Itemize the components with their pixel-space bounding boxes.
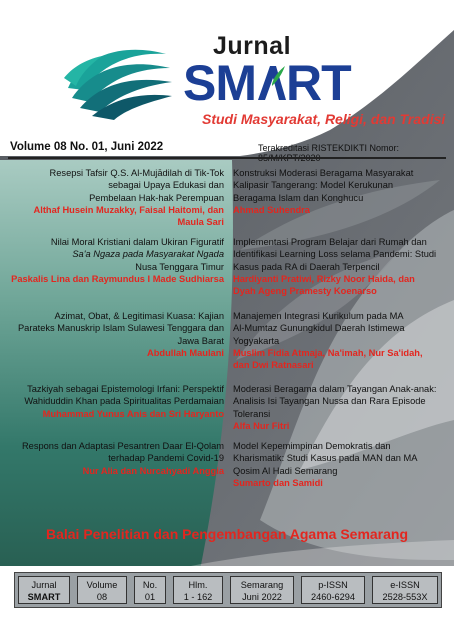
footer-value: Juni 2022: [242, 592, 282, 602]
footer-value: 1 - 162: [183, 592, 213, 602]
article-right-5: [233, 440, 449, 489]
article-title-line: Kharismatik: Studi Kasus pada MAN dan MA: [233, 453, 418, 464]
accreditation-info: Terakreditasi RISTEKDIKTI Nomor:: [258, 143, 400, 153]
article-authors: Abdullah Maulani: [147, 347, 224, 358]
article-title-line: Kalipasir Tangerang: Model Kerukunan: [233, 180, 394, 191]
article-title-line: Model Kepemimpinan Demokratis dan: [233, 441, 391, 451]
quill-a-icon: [256, 62, 286, 102]
article-title-line: Nilai Moral Kristiani dalam Ukiran Figuratif: [50, 237, 224, 247]
publisher-name: Balai Penelitian dan Pengembangan Agama Semarang: [45, 526, 409, 542]
article-authors: Paskalis Lina dan Raymundus I Made Sudhiarsa: [11, 273, 224, 284]
article-left-2: [10, 236, 224, 285]
footer-value: SMART: [27, 592, 61, 602]
footer-volume-box: [77, 576, 127, 604]
article-left-1: [10, 167, 224, 228]
footer-value: 01: [144, 592, 156, 602]
article-left-4: [10, 383, 224, 420]
article-authors: Dyah Ageng Pramesty Koenarso: [233, 286, 377, 297]
footer-label: e-ISSN: [390, 580, 420, 590]
journal-name-part: SM: [183, 55, 256, 111]
footer-value: 2528-553X: [382, 592, 428, 602]
article-authors: Sumarto dan Samidi: [233, 477, 323, 488]
footer-pages-box: [173, 576, 223, 604]
article-title-line: Resepsi Tafsir Q.S. Al-Mujādilah di Tik-Tok: [49, 168, 224, 178]
article-title-line: Yogyakarta: [233, 335, 280, 346]
article-right-4: [233, 383, 449, 432]
footer-label: Volume: [86, 580, 118, 590]
article-right-2: [233, 236, 449, 297]
article-title-line: Kasus pada RA di Daerah Terpencil: [233, 261, 380, 272]
article-title-line: Nusa Tenggara Timur: [135, 261, 224, 272]
article-left-5: [10, 440, 224, 477]
header-divider: [8, 157, 446, 159]
footer-label: Semarang: [240, 580, 284, 590]
footer-date-box: [230, 576, 294, 604]
journal-logo-icon: [62, 38, 174, 122]
article-title-line: Jawa Barat: [177, 335, 224, 346]
article-title-line: Tazkiyah sebagai Epistemologi Irfani: Perspektif: [27, 384, 224, 394]
article-title-line: Beragama Islam dan Konghucu: [233, 192, 364, 203]
footer-eissn-box: [372, 576, 438, 604]
article-title-line: Respons dan Adaptasi Pesantren Daar El-Qolam: [21, 441, 224, 451]
article-title-line: sebagai Upaya Edukasi dan: [108, 180, 224, 191]
article-title-line: Wahiduddin Khan pada Spiritualitas Perdamaian: [24, 396, 224, 407]
volume-info: Volume 08 No. 01, Juni 2022: [10, 141, 164, 153]
journal-word: Jurnal: [213, 32, 292, 60]
journal-name: [183, 55, 351, 111]
article-title-line: Manajemen Integrasi Kurikulum pada MA: [233, 311, 404, 321]
article-right-3: [233, 310, 449, 371]
footer-journal-box: [18, 576, 70, 604]
journal-name-part: RT: [286, 55, 351, 111]
footer-label: p-ISSN: [318, 580, 348, 590]
footer-info-bar: [14, 572, 442, 608]
article-authors: Ahmad Suhendra: [233, 204, 310, 215]
article-authors: dan Dwi Ratnasari: [233, 360, 314, 371]
journal-subtitle: Studi Masyarakat, Religi, dan Tradisi: [202, 111, 446, 127]
article-authors: Muhammad Yunus Anis dan Sri Haryanto: [42, 408, 224, 419]
article-title-line: Sa'a Ngaza pada Masyarakat Ngada: [72, 249, 224, 260]
article-authors: Maula Sari: [177, 217, 224, 228]
article-title-line: Konstruksi Moderasi Beragama Masyarakat: [233, 168, 414, 178]
article-title-line: Al-Mumtaz Gunungkidul Daerah Istimewa: [233, 323, 405, 334]
footer-label: No.: [142, 580, 158, 590]
article-title-line: Toleransi: [233, 408, 271, 419]
article-authors: Muslim Fidia Atmaja, Na'imah, Nur Sa'idah,: [233, 347, 423, 358]
footer-value: 08: [96, 592, 108, 602]
article-title-line: Analisis Isi Tayangan Nussa dan Rara Episode: [233, 396, 426, 407]
article-title-line: Implementasi Program Belajar dari Rumah dan: [233, 237, 427, 247]
footer-label: Jurnal: [31, 580, 57, 590]
footer-value: 2460-6294: [311, 592, 355, 602]
article-title-line: Identifikasi Learning Loss selama Pandemi: Studi: [233, 249, 437, 260]
article-authors: Hardiyanti Pratiwi, Rizky Noor Haida, dan: [233, 273, 415, 284]
article-title-line: Parateks Manuskrip Islam Sulawesi Tenggara dan: [17, 323, 224, 334]
article-left-3: [10, 310, 224, 359]
footer-pissn-box: [301, 576, 365, 604]
footer-number-box: [134, 576, 166, 604]
article-title-line: terhadap Pandemi Covid-19: [108, 453, 224, 464]
article-authors: Nur Alia dan Nurcahyadi Anggia: [82, 465, 224, 476]
article-right-1: [233, 167, 449, 216]
footer-label: Hlm.: [188, 580, 208, 590]
article-title-line: Azimat, Obat, & Legitimasi Kuasa: Kajian: [54, 311, 224, 321]
article-title-line: Qosim Al Hadi Semarang: [233, 465, 338, 476]
article-title-line: Moderasi Beragama dalam Tayangan Anak-anak:: [233, 384, 437, 394]
article-authors: Alfa Nur Fitri: [233, 420, 290, 431]
article-authors: Althaf Husein Muzakky, Faisal Haitomi, dan: [33, 204, 224, 215]
article-title-line: Pembelaan Hak-hak Perempuan: [89, 192, 224, 203]
